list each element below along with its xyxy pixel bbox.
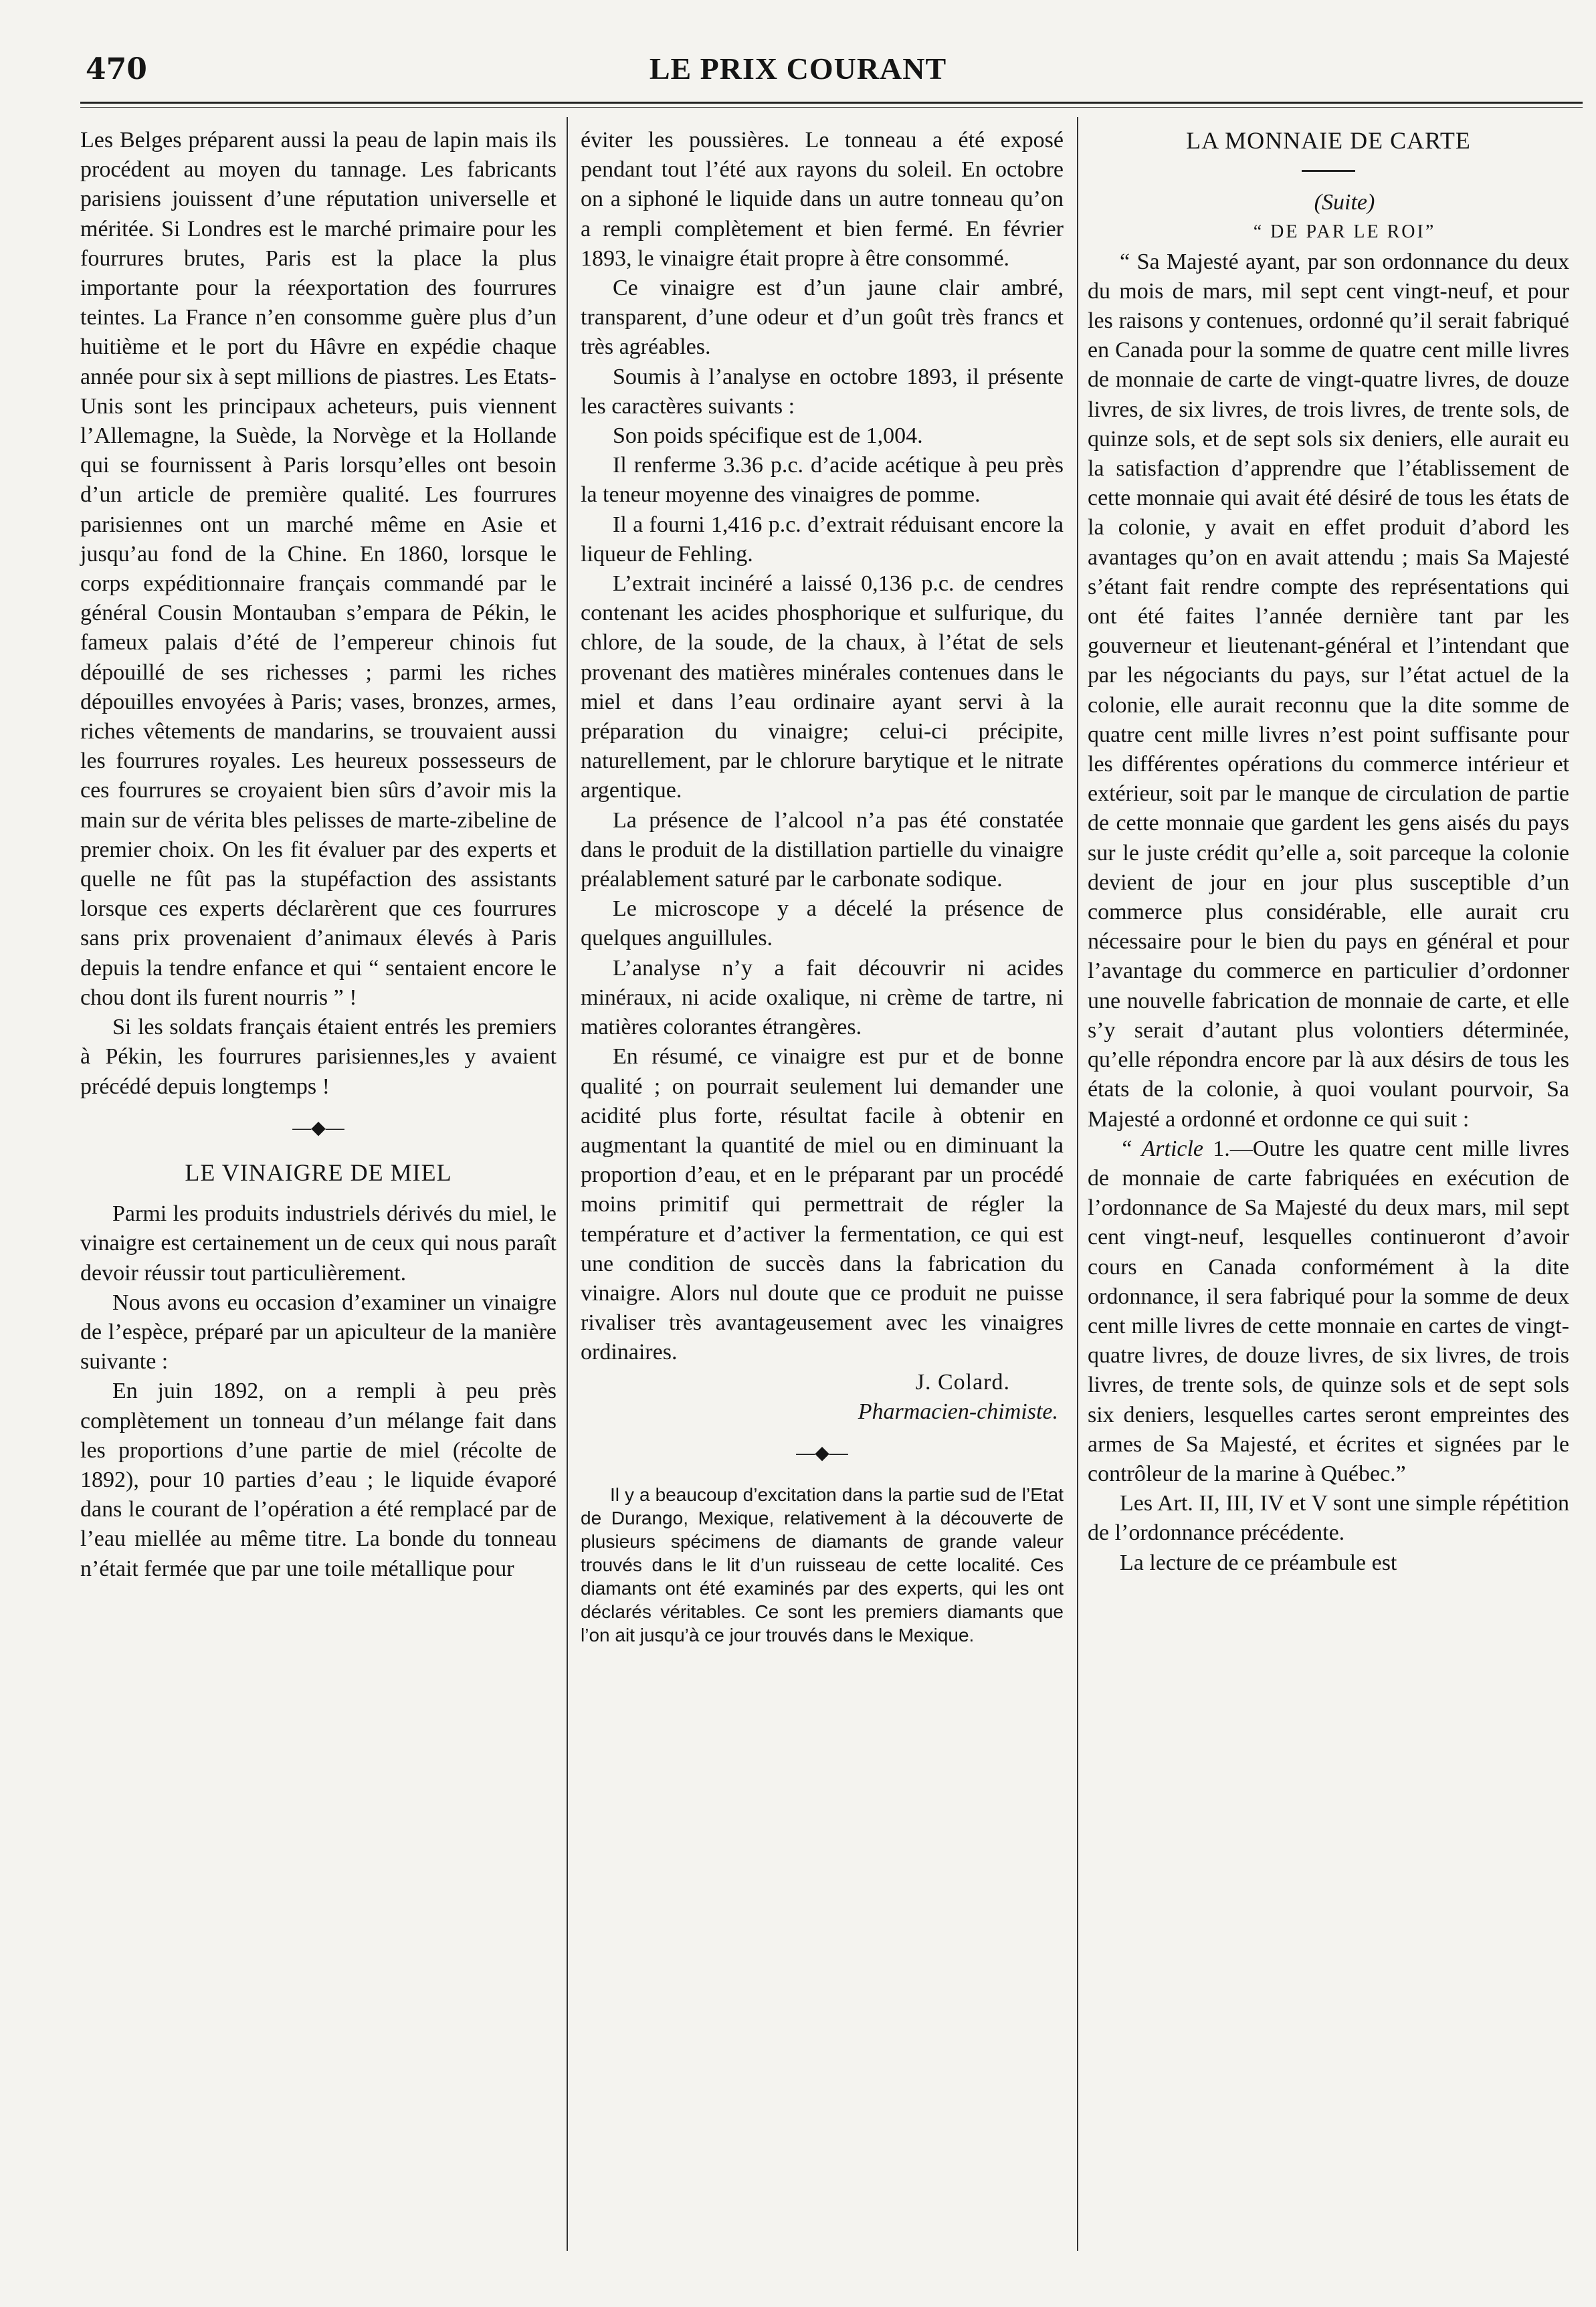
page-header xyxy=(0,0,1596,104)
column-divider-left xyxy=(567,117,568,2251)
article-heading: LA MONNAIE DE CARTE xyxy=(1186,127,1471,154)
column-middle xyxy=(581,126,1064,1647)
paragraph: Son poids spécifique est de 1,004. xyxy=(613,423,923,449)
paragraph: Nous avons eu occasion d’examiner un vinaigre de l’espèce, préparé par un apiculteur de la manière suivante : xyxy=(80,1290,557,1375)
paragraph xyxy=(1088,1134,1569,1489)
paragraph: Parmi les produits industriels dérivés du miel, le vinaigre est certainement un de ceux qui nous paraît devoir réussir tout particulièrement. xyxy=(80,1201,557,1286)
paragraph: En juin 1892, on a rempli à peu près complètement un tonneau d’un mélange fait dans les proportions d’une partie de miel (récolte de 1892), pour 10 parties d’eau ; le liquide évaporé dans le courant de l’opération a été remplacé par de l’eau miellée au même titre. La bonde du tonneau n’était fermée que par une toile métallique pour xyxy=(80,1379,557,1581)
article-text: 1.—Outre les quatre cent mille livres de monnaie de carte fabriquées en exécution de l’ordonnance de Sa Majesté du deux mars, mil sept cent vingt-neuf, lesquelles continueront d’avoir cours en Canada conformément à la dite ordonnance, il sera fabriqué pour la somme de deux cent mille livres de cette monnaie en cartes de vingt-quatre livres, de douze livres, de six livres, de trois livres, de trente sols, de quinze sols et de sept sols six deniers, lesquelles cartes seront empreintes des armes de Sa Majesté, et écrites et signées par le contrôleur de la marine à Québec.” xyxy=(1088,1136,1569,1486)
notice-text: Il y a beaucoup d’excitation dans la partie sud de l’Etat de Durango, Mexique, relativement à la découverte de plusieurs spécimens de diamants de grande valeur trouvés dans le lit d’un ruisseau de cette localité. Ces diamants ont été examinés par des experts, qui les ont déclarés véritables. Ce sont les premiers diamants que l’on ait jusqu’à ce jour trouvés dans le Mexique. xyxy=(581,1484,1064,1646)
news-notice xyxy=(581,1483,1064,1647)
signature-title: Pharmacien-chimiste. xyxy=(858,1399,1058,1424)
paragraph: éviter les poussières. Le tonneau a été exposé pendant tout l’été aux rayons du soleil. En octobre on a siphoné le liquide dans un autre tonneau qu’on a rempli complètement et bien fermé. En février 1893, le vinaigre était propre à être consommé. xyxy=(581,128,1064,271)
article-label: “ Article xyxy=(1120,1136,1204,1161)
paragraph: L’extrait incinéré a laissé 0,136 p.c. de cendres contenant les acides phosphorique et sulfurique, du chlore, de la soude, de la chaux, à l’état de sels provenant des matières minérales contenues dans le miel et dans l’eau ordinaire ayant servi à la préparation du vinaigre; celui-ci précipite, naturellement, par le chlorure barytique et le nitrate argentique. xyxy=(581,571,1064,803)
paragraph: Si les soldats français étaient entrés les premiers à Pékin, les fourrures parisiennes,les y avaient précédé depuis longtemps ! xyxy=(80,1015,557,1099)
paragraph: La présence de l’alcool n’a pas été constatée dans le produit de la distillation partielle du vinaigre préalablement saturé par le carbonate sodique. xyxy=(581,807,1064,892)
article-suite: (Suite) xyxy=(1314,190,1375,215)
paragraph: En résumé, ce vinaigre est pur et de bonne qualité ; on pourrait seulement lui demander une acidité plus forte, résultat facile à obtenir en augmentant la quantité de miel ou en diminuant la proportion d’eau, et en le préparant par un procédé moins primitif qui permettrait de régler la température et d’activer la fermentation, ce qui est une condition de succès dans la fabrication du vinaigre. Alors nul doute que ce produit ne puisse rivaliser très avantageusement avec les vinaigres ordinaires. xyxy=(581,1044,1064,1365)
decree-heading: “ DE PAR LE ROI” xyxy=(1253,221,1436,243)
column-divider-right xyxy=(1077,117,1078,2251)
header-rule xyxy=(80,102,1583,104)
paragraph: Il renferme 3.36 p.c. d’acide acétique à peu près la teneur moyenne des vinaigres de pomme. xyxy=(581,453,1064,508)
heading-rule xyxy=(1302,170,1355,172)
paragraph: Les Belges préparent aussi la peau de lapin mais ils procédent au moyen du tannage. Les fabricants parisiens jouissent d’une réputation universelle et méritée. Si Londres est le marché primaire pour les fourrures brutes, Paris est la place la plus importante pour la réexportation des fourrures teintes. La France n’en consomme guère plus d’un huitième et le port du Hâvre en expédie chaque année pour six à sept millions de piastres. Les Etats-Unis sont les principaux acheteurs, puis viennent l’Allemagne, la Suède, la Norvège et la Hollande qui se fournissent à Paris lorsqu’elles ont besoin d’un article de première qualité. Les fourrures parisiennes ont un marché même en Asie et jusqu’au fond de la Chine. En 1860, lorsque le corps expéditionnaire français commandé par le général Cousin Montauban s’empara de Pékin, le fameux palais d’été de l’empereur chinois fut dépouillé de ses richesses ; parmi les riches dépouilles envoyées à Paris; vases, bronzes, armes, riches vêtements de mandarins, se trouvaient aussi les fourrures royales. Les heureux possesseurs de ces fourrures se croyaient bien sûrs d’avoir mis la main sur de vérita bles pelisses de marte-zibeline de premier choix. On les fit évaluer par des experts et quelle ne fût pas la stupéfaction des assistants lorsque ces experts déclarèrent que ces fourrures sans prix provenaient d’animaux élevés à Paris depuis la tendre enfance et qui “ sentaient encore le chou dont ils furent nourris ” ! xyxy=(80,128,557,1010)
paragraph: Le microscope y a décelé la présence de quelques anguillules. xyxy=(581,896,1064,951)
article-heading: LE VINAIGRE DE MIEL xyxy=(185,1159,452,1186)
paragraph: Les Art. II, III, IV et V sont une simple répétition de l’ordonnance précédente. xyxy=(1088,1491,1569,1546)
paragraph: Soumis à l’analyse en octobre 1893, il présente les caractères suivants : xyxy=(581,364,1064,419)
paragraph: Il a fourni 1,416 p.c. d’extrait réduisant encore la liqueur de Fehling. xyxy=(581,512,1064,567)
paragraph: L’analyse n’y a fait découvrir ni acides minéraux, ni acide oxalique, ni crème de tartre, ni matières colorantes étrangères. xyxy=(581,955,1064,1040)
column-left xyxy=(80,126,557,1584)
section-ornament: —◆— xyxy=(292,1117,344,1138)
running-title: LE PRIX COURANT xyxy=(649,52,947,86)
column-right xyxy=(1088,126,1569,1578)
paragraph: Ce vinaigre est d’un jaune clair ambré, transparent, d’une odeur et d’un goût très francs et très agréables. xyxy=(581,276,1064,360)
page-number: 470 xyxy=(86,52,147,86)
paragraph: La lecture de ce préambule est xyxy=(1120,1550,1397,1575)
signature-name: J. Colard. xyxy=(915,1369,1010,1395)
header-rule-thin xyxy=(80,107,1583,108)
section-ornament: —◆— xyxy=(796,1442,848,1464)
paragraph: “ Sa Majesté ayant, par son ordonnance du deux du mois de mars, mil sept cent vingt-neuf, et pour les raisons y contenues, ordonné qu’il serait fabriqué en Canada pour la somme de quatre cent mille livres de monnaie de carte de vingt-quatre livres, de douze livres, de six livres, de trois livres, de trente sols, de quinze sols, et de sept sols six deniers, elle aurait eu la satisfaction d’apprendre que l’établissement de cette monnaie qui avait été désiré de tous les états de la colonie, y avait en effet produit d’abord les avantages qu’on en avait attendu ; mais Sa Majesté s’étant fait rendre compte des représentations qui ont été faites l’année dernière tant par les gouverneur et lieutenant-général et l’intendant que par les négociants du pays, sur l’état actuel de la colonie, elle aurait reconnu que la dite somme de quatre cent mille livres n’est point suffisante pour les différentes opérations du commerce intérieur et extérieur, soit par le manque de circulation de partie de cette monnaie que gardent les gens aisés du pays sur le juste crédit qu’elle a, soit parceque la colonie devient de jour en jour plus susceptible d’un commerce plus considérable, elle aurait cru nécessaire pour le bien du pays en général et pour l’avantage du commerce en particulier d’ordonner une nouvelle fabrication de monnaie de carte, et elle s’y serait d’autant plus volontiers déterminée, qu’elle répondra encore par là aux désirs de tous les états de la colonie, à quoi voulant pourvoir, Sa Majesté a ordonné et ordonne ce qui suit : xyxy=(1088,249,1569,1132)
